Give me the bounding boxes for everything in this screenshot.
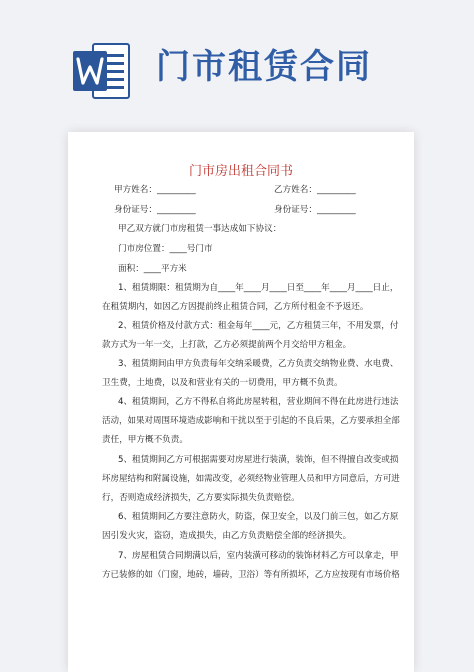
page-title: 门市租赁合同 — [156, 47, 372, 87]
document-page — [68, 132, 414, 672]
clause-2-line-2: 款方式为一年一交，上打款，乙方必须提前两个月交给甲方租金。 — [102, 340, 352, 350]
clause-1-line-1: 1、租赁期限：租赁期为自____年____月____日至____年____月____日止， — [118, 283, 399, 293]
party-b-id: 身份证号：_________ — [274, 205, 356, 215]
header-banner — [0, 0, 474, 120]
word-icon — [73, 40, 131, 102]
clause-3-line-2: 卫生费，土地费，以及和营业有关的一切费用，甲方概不负责。 — [102, 378, 343, 388]
clause-2-line-1: 2、租赁价格及付款方式：租金每年____元，乙方租赁三年，不用发票，付 — [118, 321, 399, 331]
clause-7-line-2: 方已装修的如（门窗，地砖，墙砖，卫浴）等有所损坏，乙方应按现有市场价格 — [102, 570, 400, 580]
clause-5-line-1: 5、租赁期间乙方可根据需要对房屋进行装潢，装饰，但不得擅自改变或损 — [118, 455, 399, 465]
clause-3-line-1: 3、租赁期间由甲方负责每年交纳采暖费，乙方负责交纳物业费、水电费、 — [118, 359, 399, 369]
party-a-id: 身份证号：_________ — [114, 205, 196, 215]
area-line: 面积：____平方米 — [118, 264, 187, 274]
clause-4-line-1: 4、租赁期间，乙方不得私自将此房屋转租，营业期间不得在此房进行违法 — [118, 397, 399, 407]
document-title: 门市房出租合同书 — [188, 164, 293, 179]
clause-1-line-2: 在租赁期内，如因乙方因提前终止租赁合同，乙方所付租金不予返还。 — [102, 302, 369, 312]
clause-7-line-1: 7、房屋租赁合同期满以后，室内装潢可移动的装饰材料乙方可以拿走，甲 — [118, 551, 399, 561]
party-a-name: 甲方姓名：_________ — [114, 185, 196, 195]
clause-5-line-2: 坏房屋结构和附属设施，如需改变，必须经物业管理人员和甲方同意后，方可进 — [102, 474, 400, 484]
clause-6-line-2: 因引发火灾，盗窃，造成损失，由乙方负责赔偿全部的经济损失。 — [102, 531, 352, 541]
party-b-name: 乙方姓名：_________ — [274, 185, 356, 195]
agreement-intro: 甲乙双方就门市房租赁一事达成如下协议： — [118, 224, 282, 234]
location-line: 门市房位置：____号门市 — [118, 244, 213, 254]
clause-6-line-1: 6、租赁期间乙方要注意防火，防盗，保卫安全，以及门前三包，如乙方原 — [118, 512, 399, 522]
clause-4-line-3: 责任，甲方概不负责。 — [102, 435, 188, 445]
clause-5-line-3: 行，否则造成经济损失，乙方要实际损失负责赔偿。 — [102, 493, 300, 503]
clause-4-line-2: 活动，如果对周围环境造成影响和干扰以至于引起的不良后果，乙方要承担全部 — [102, 416, 400, 426]
